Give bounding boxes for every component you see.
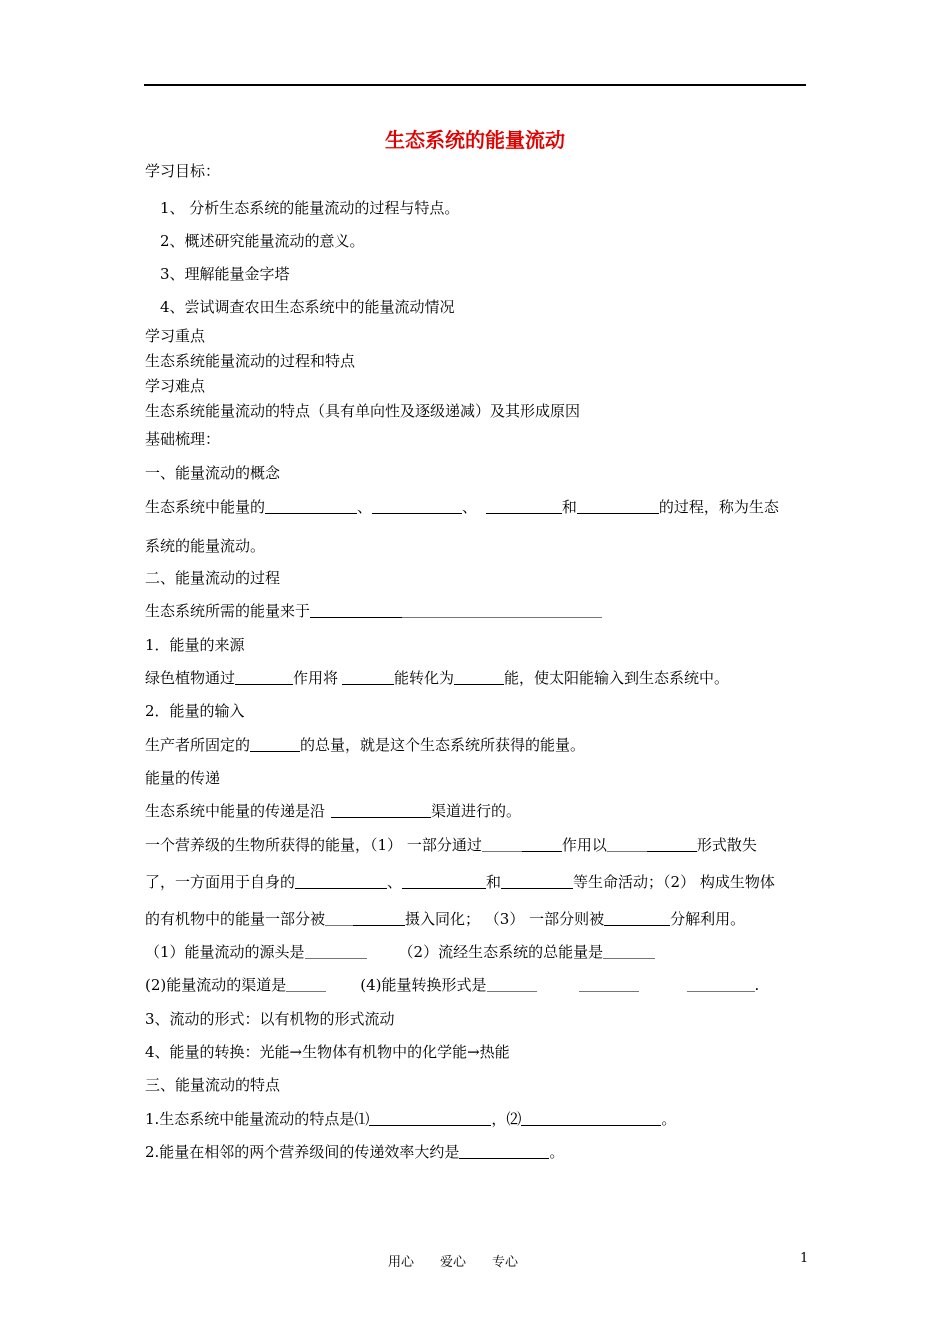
question-line1: （1）能量流动的源头是 （2）流经生态系统的总能量是 <box>145 942 655 962</box>
blank <box>607 836 647 852</box>
blank <box>402 873 486 889</box>
section3-item1: 1.生态系统中能量流动的特点是⑴ ，⑵ 。 <box>145 1110 677 1128</box>
section1-line2: 系统的能量流动。 <box>145 537 266 555</box>
blank <box>486 498 562 514</box>
blank <box>331 802 431 818</box>
blank <box>501 873 573 889</box>
blank <box>482 836 522 852</box>
objective-item: 4、尝试调查农田生态系统中的能量流动情况 <box>160 298 455 316</box>
blank <box>603 943 655 959</box>
page-number: 1 <box>800 1251 809 1266</box>
blank <box>310 602 402 618</box>
blank <box>286 976 326 992</box>
question-line2: (2)能量流动的渠道是 (4)能量转换形式是 . <box>145 976 760 994</box>
blank <box>369 1110 491 1126</box>
blank <box>687 976 755 992</box>
difficulty-text: 生态系统能量流动的特点（具有单向性及逐级递减）及其形成原因 <box>145 402 581 420</box>
footer: 用心 爱心 专心 <box>388 1255 519 1270</box>
section2-1-text: 绿色植物通过 作用将 能转化为 能，使太阳能输入到生态系统中。 <box>145 669 730 687</box>
section1-heading: 一、能量流动的概念 <box>145 464 281 482</box>
blank <box>342 669 394 685</box>
blank <box>402 602 602 618</box>
objective-item: 3、理解能量金字塔 <box>160 265 290 283</box>
section1-line1: 生态系统中能量的 、 、 和 的过程，称为生态 <box>145 498 779 516</box>
blank <box>235 669 293 685</box>
key-text: 生态系统能量流动的过程和特点 <box>145 352 356 370</box>
blank <box>250 736 300 752</box>
blank <box>459 1143 549 1159</box>
blank <box>454 669 504 685</box>
blank <box>265 498 357 514</box>
section2-2-heading: 2．能量的输入 <box>145 702 245 720</box>
energy-conversion: 4、能量的转换：光能→生物体有机物中的化学能→热能 <box>145 1043 510 1061</box>
blank <box>487 976 537 992</box>
paragraph-line1: 一个营养级的生物所获得的能量，（1） 一部分通过 作用以 形式散失 <box>145 836 757 854</box>
blank <box>305 943 367 959</box>
flow-form: 3、流动的形式：以有机物的形式流动 <box>145 1010 395 1028</box>
section3-heading: 三、能量流动的特点 <box>145 1076 281 1094</box>
section2-1-heading: 1．能量的来源 <box>145 636 245 654</box>
paragraph-line2: 了，一方面用于自身的 、 和 等生命活动；（2） 构成生物体 <box>145 873 775 891</box>
header-rule <box>144 84 806 86</box>
blank <box>372 498 462 514</box>
section2-source: 生态系统所需的能量来于 <box>145 601 602 621</box>
blank <box>295 873 387 889</box>
objectives-heading: 学习目标： <box>145 162 221 180</box>
section2-heading: 二、能量流动的过程 <box>145 569 281 587</box>
section2-2-text: 生产者所固定的 的总量，就是这个生态系统所获得的能量。 <box>145 736 586 754</box>
objective-item: 2、概述研究能量流动的意义。 <box>160 232 365 250</box>
blank <box>353 910 405 926</box>
key-heading: 学习重点 <box>145 327 206 345</box>
objective-item: 1、 分析生态系统的能量流动的过程与特点。 <box>160 199 460 217</box>
blank <box>579 976 639 992</box>
transfer-heading: 能量的传递 <box>145 769 221 787</box>
basics-heading: 基础梳理： <box>145 430 221 448</box>
section3-item2: 2.能量在相邻的两个营养级间的传递效率大约是 。 <box>145 1143 565 1161</box>
page-title: 生态系统的能量流动 <box>385 128 565 152</box>
blank <box>647 836 697 852</box>
blank <box>325 910 353 926</box>
blank <box>577 498 659 514</box>
blank <box>604 910 670 926</box>
blank <box>521 1110 661 1126</box>
transfer-text: 生态系统中能量的传递是沿 渠道进行的。 <box>145 802 522 820</box>
paragraph-line3: 的有机物中的能量一部分被 摄入同化； （3） 一部分则被 分解利用。 <box>145 910 746 928</box>
difficulty-heading: 学习难点 <box>145 377 206 395</box>
blank <box>522 836 562 852</box>
